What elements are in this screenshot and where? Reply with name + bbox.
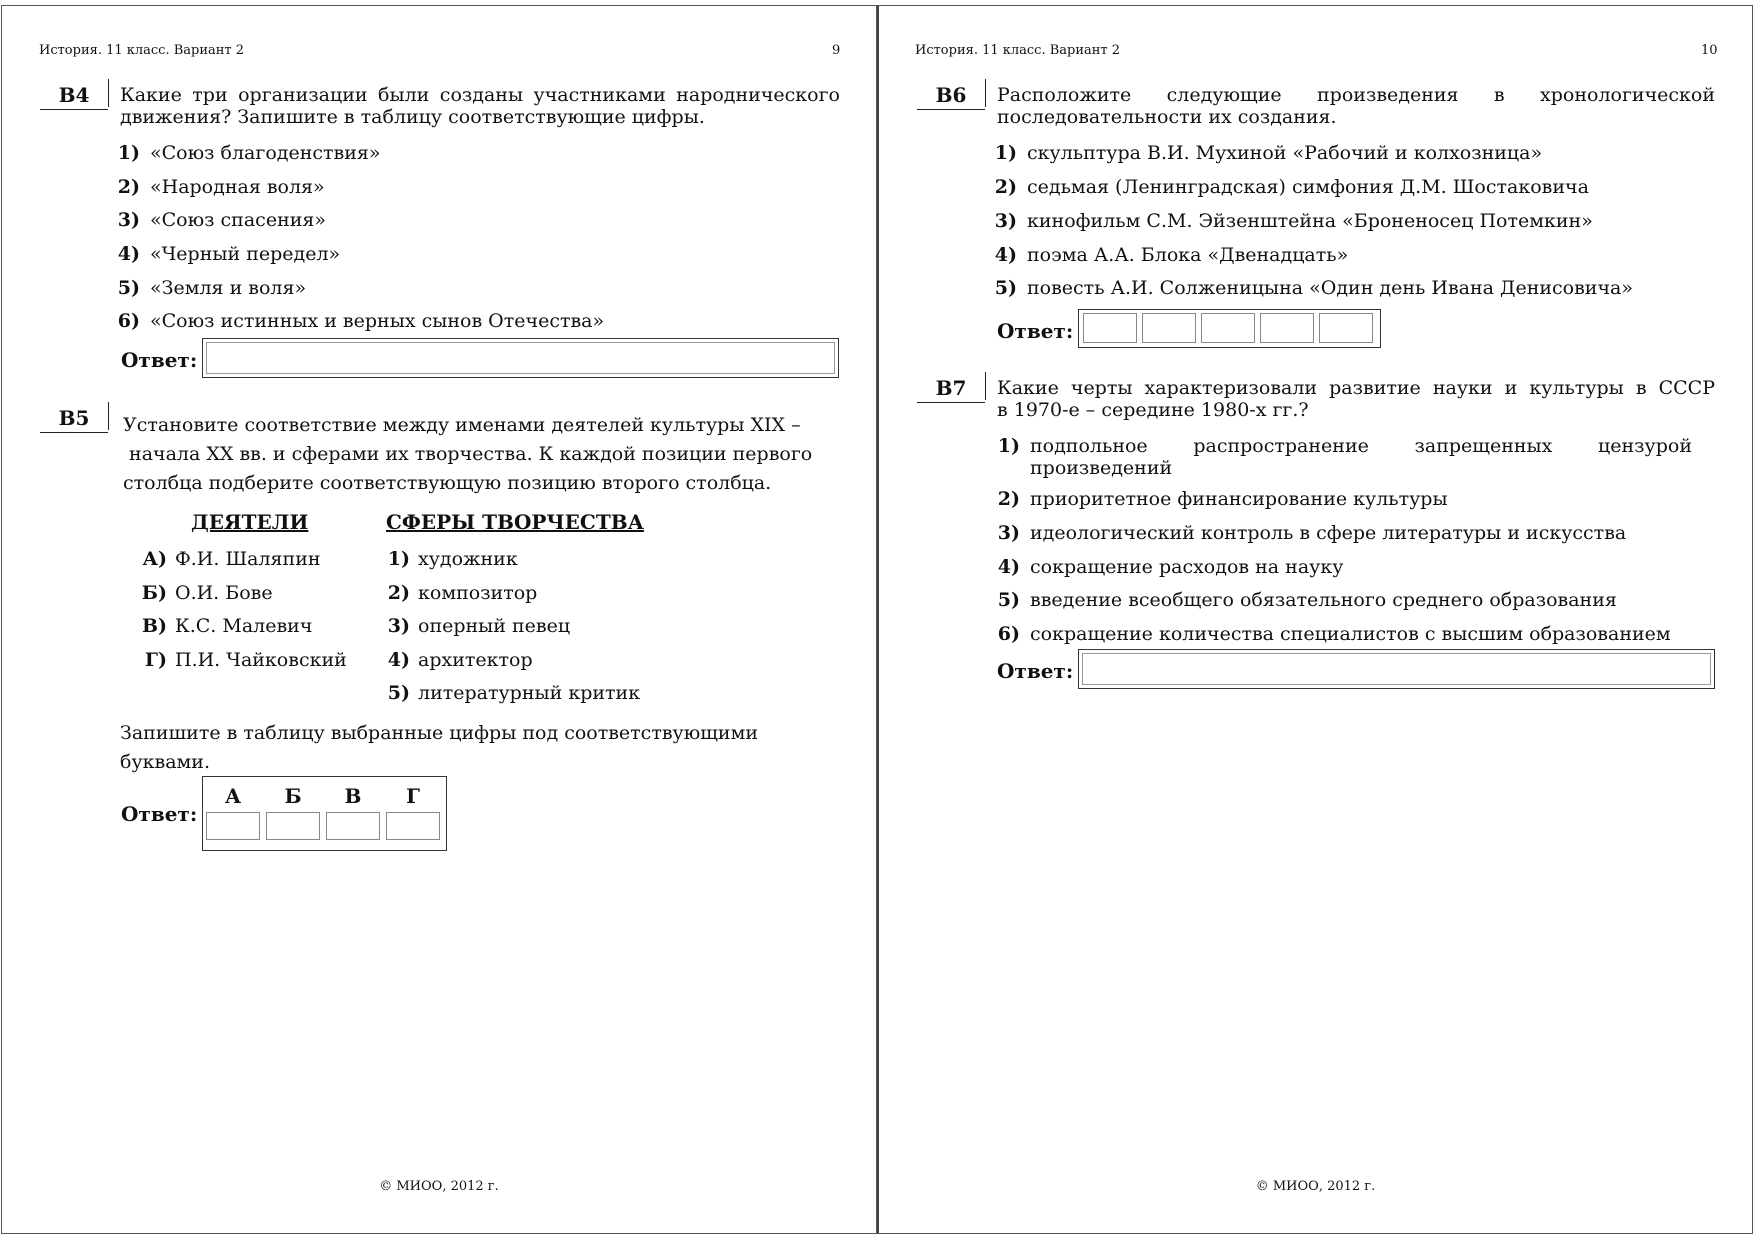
page-header: История. 11 класс. Вариант 2	[915, 43, 1121, 58]
sphere-item	[378, 548, 518, 570]
option-number: 5)	[997, 589, 1020, 611]
figure-name: К.С. Малевич	[175, 615, 313, 637]
question-text-line: столбца подберите соответствующую позицию второго столбца.	[123, 472, 772, 494]
figure-letter: В)	[141, 615, 167, 637]
page-number: 9	[832, 43, 841, 58]
option-item	[985, 488, 1448, 510]
figure-letter: Б)	[141, 582, 167, 604]
figure-item	[135, 548, 321, 570]
option-text: приоритетное финансирование культуры	[1030, 488, 1448, 510]
option-text: «Земля и воля»	[150, 277, 307, 299]
question-text-line: в 1970-е – середине 1980-х гг.?	[997, 399, 1309, 421]
question-text-line: Расположите следующие произведения в хронологической	[997, 84, 1715, 106]
option-item	[108, 243, 340, 265]
answer-cell-2[interactable]	[1142, 313, 1196, 343]
option-text-line: подпольное распространение запрещенных цензурой	[1030, 435, 1692, 457]
page-number: 10	[1701, 43, 1718, 58]
option-item	[108, 142, 381, 164]
option-item	[985, 556, 1343, 578]
sphere-number: 1)	[387, 548, 410, 570]
option-number: 1)	[997, 435, 1020, 457]
answer-field-inner	[206, 342, 835, 374]
sphere-number: 4)	[387, 649, 410, 671]
option-number: 4)	[997, 556, 1020, 578]
option-item	[108, 176, 325, 198]
option-number: 5)	[994, 277, 1017, 299]
option-text: седьмая (Ленинградская) симфония Д.М. Шостаковича	[1027, 176, 1589, 198]
column-heading-figures: ДЕЯТЕЛИ	[191, 510, 309, 534]
option-item	[985, 277, 1633, 299]
option-text: кинофильм С.М. Эйзенштейна «Броненосец Потемкин»	[1027, 210, 1593, 232]
option-text: идеологический контроль в сфере литературы и искусства	[1030, 522, 1627, 544]
option-number: 4)	[117, 243, 140, 265]
option-number: 3)	[994, 210, 1017, 232]
answer-cell-a[interactable]	[206, 812, 260, 840]
figure-item	[135, 582, 273, 604]
sphere-name: оперный певец	[418, 615, 571, 637]
option-text: «Союз благоденствия»	[150, 142, 381, 164]
table-head-b: Б	[284, 784, 302, 808]
answer-cells	[1083, 313, 1373, 343]
figure-name: О.И. Бове	[175, 582, 273, 604]
answer-field-b7[interactable]	[1078, 649, 1715, 689]
answer-cell-3[interactable]	[1201, 313, 1255, 343]
option-text: «Союз спасения»	[150, 209, 327, 231]
answer-label: Ответ:	[997, 319, 1074, 343]
option-item	[108, 277, 306, 299]
question-text-b4	[120, 84, 840, 128]
option-item	[108, 310, 604, 332]
option-text: сокращение расходов на науку	[1030, 556, 1344, 578]
page-footer: © МИОО, 2012 г.	[379, 1179, 499, 1194]
option-item	[985, 623, 1671, 645]
question-text-b7	[997, 377, 1715, 421]
option-number: 5)	[117, 277, 140, 299]
question-label-b6: B6	[917, 83, 985, 110]
option-text	[1030, 435, 1692, 479]
question-text-line: движения? Запишите в таблицу соответствующие цифры.	[120, 106, 705, 128]
option-number: 3)	[117, 209, 140, 231]
figure-name: Ф.И. Шаляпин	[175, 548, 321, 570]
option-number: 3)	[997, 522, 1020, 544]
table-head-g: Г	[406, 784, 420, 808]
answer-field-inner	[1082, 653, 1711, 685]
page-header: История. 11 класс. Вариант 2	[39, 43, 245, 58]
option-text: поэма А.А. Блока «Двенадцать»	[1027, 244, 1349, 266]
figure-letter: А)	[142, 548, 167, 570]
sphere-item	[378, 582, 537, 604]
figure-letter: Г)	[144, 649, 167, 671]
option-item	[985, 244, 1348, 266]
sphere-name: архитектор	[418, 649, 533, 671]
option-text-line: произведений	[1030, 457, 1173, 479]
answer-label: Ответ:	[997, 659, 1074, 683]
figure-item	[135, 649, 347, 671]
option-text: введение всеобщего обязательного среднего образования	[1030, 589, 1617, 611]
option-item	[985, 210, 1593, 232]
sphere-number: 3)	[387, 615, 410, 637]
sphere-item	[378, 682, 640, 704]
option-text: «Народная воля»	[150, 176, 325, 198]
option-item	[985, 176, 1589, 198]
answer-field-b6	[1078, 309, 1381, 348]
sphere-item	[378, 615, 570, 637]
option-text: сокращение количества специалистов с высшим образованием	[1030, 623, 1671, 645]
column-heading-spheres: СФЕРЫ ТВОРЧЕСТВА	[386, 510, 644, 534]
sphere-number: 5)	[387, 682, 410, 704]
option-number: 1)	[994, 142, 1017, 164]
option-text: скульптура В.И. Мухиной «Рабочий и колхозница»	[1027, 142, 1543, 164]
option-number: 2)	[994, 176, 1017, 198]
answer-field-b4[interactable]	[202, 338, 839, 378]
question-text-line: Установите соответствие между именами деятелей культуры XIX –	[123, 414, 801, 436]
page-footer: © МИОО, 2012 г.	[1255, 1179, 1376, 1194]
option-number: 6)	[997, 623, 1020, 645]
option-number: 1)	[117, 142, 140, 164]
option-number: 2)	[997, 488, 1020, 510]
answer-label: Ответ:	[121, 802, 198, 826]
table-head-a: А	[224, 784, 242, 808]
page-10	[877, 5, 1753, 1234]
table-head-v: В	[344, 784, 362, 808]
option-text: «Черный передел»	[150, 243, 341, 265]
question-label-b7: B7	[917, 376, 985, 403]
answer-cell-1[interactable]	[1083, 313, 1137, 343]
sphere-name: литературный критик	[418, 682, 641, 704]
figure-name: П.И. Чайковский	[175, 649, 347, 671]
sphere-name: композитор	[418, 582, 538, 604]
sphere-item	[378, 649, 533, 671]
instruction-line: Запишите в таблицу выбранные цифры под соответствующими	[120, 722, 759, 744]
question-text-b5	[123, 411, 843, 498]
answer-cell-v[interactable]	[326, 812, 380, 840]
option-item	[985, 589, 1617, 611]
option-number: 4)	[994, 244, 1017, 266]
question-text-line: начала XX вв. и сферами их творчества. К каждой позиции первого	[123, 443, 813, 465]
question-text-b6	[997, 84, 1715, 128]
answer-table-header	[206, 780, 443, 812]
page-9	[1, 5, 877, 1234]
answer-cell-g[interactable]	[386, 812, 440, 840]
option-item	[985, 522, 1626, 544]
option-item	[985, 435, 1715, 479]
question-text-line: последовательности их создания.	[997, 106, 1337, 128]
question-text-line: Какие три организации были созданы участниками народнического	[120, 84, 840, 106]
sphere-name: художник	[418, 548, 518, 570]
option-text: «Союз истинных и верных сынов Отечества»	[150, 310, 605, 332]
question-label-b5: B5	[40, 406, 108, 433]
option-item	[985, 142, 1542, 164]
question-text-line: Какие черты характеризовали развитие науки и культуры в СССР	[997, 377, 1715, 399]
answer-table-b5	[202, 776, 447, 851]
option-number: 2)	[117, 176, 140, 198]
answer-cell-b[interactable]	[266, 812, 320, 840]
question-label-b4: B4	[40, 83, 108, 110]
option-text: повесть А.И. Солженицына «Один день Ивана Денисовича»	[1027, 277, 1633, 299]
sphere-number: 2)	[387, 582, 410, 604]
figure-item	[135, 615, 312, 637]
option-item	[108, 209, 326, 231]
instruction-line: буквами.	[120, 751, 210, 773]
option-number: 6)	[117, 310, 140, 332]
instruction-text	[120, 719, 840, 777]
answer-table-cells	[206, 812, 443, 840]
answer-label: Ответ:	[121, 348, 198, 372]
answer-cell-4[interactable]	[1260, 313, 1314, 343]
answer-cell-5[interactable]	[1319, 313, 1373, 343]
